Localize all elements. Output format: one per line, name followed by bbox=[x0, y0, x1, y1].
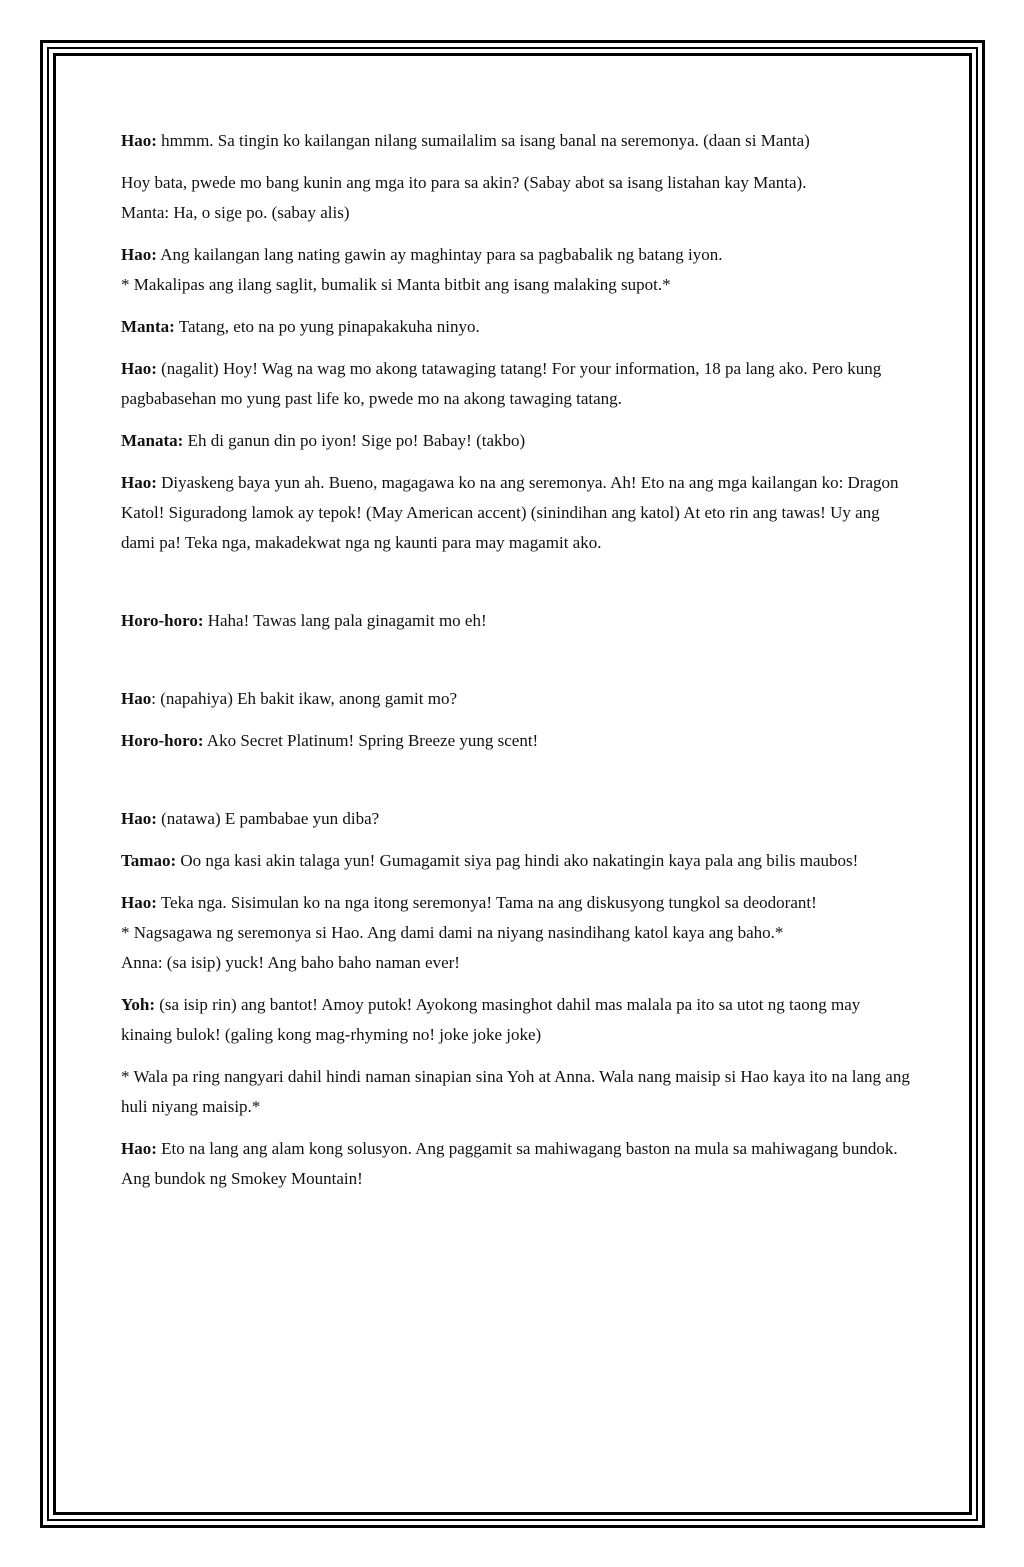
dialogue-line bbox=[121, 684, 911, 714]
dialogue-line bbox=[121, 846, 911, 876]
dialogue-line bbox=[121, 312, 911, 342]
dialogue-text: * Wala pa ring nangyari dahil hindi naman sinapian sina Yoh at Anna. Wala nang maisip si Hao kaya ito na lang ang huli niyang maisip.* bbox=[121, 1067, 910, 1116]
dialogue-line bbox=[121, 918, 911, 948]
dialogue-text: Haha! Tawas lang pala ginagamit mo eh! bbox=[203, 611, 487, 630]
dialogue-text: * Makalipas ang ilang saglit, bumalik si Manta bitbit ang isang malaking supot.* bbox=[121, 275, 671, 294]
dialogue-paragraph bbox=[121, 354, 911, 414]
dialogue-line bbox=[121, 990, 911, 1050]
speaker-name: Hao: bbox=[121, 131, 157, 150]
speaker-name: Hao: bbox=[121, 245, 157, 264]
dialogue-line bbox=[121, 804, 911, 834]
dialogue-line bbox=[121, 126, 911, 156]
dialogue-paragraph bbox=[121, 240, 911, 300]
speaker-name: Manata: bbox=[121, 431, 184, 450]
dialogue-text: Eh di ganun din po iyon! Sige po! Babay! (takbo) bbox=[183, 431, 526, 450]
dialogue-text: Eto na lang ang alam kong solusyon. Ang paggamit sa mahiwagang baston na mula sa mahiwagang bundok. Ang bundok ng Smokey Mountain! bbox=[121, 1139, 898, 1188]
dialogue-paragraph bbox=[121, 684, 911, 714]
dialogue-text: Anna: (sa isip) yuck! Ang baho baho naman ever! bbox=[121, 953, 460, 972]
speaker-name: Tamao: bbox=[121, 851, 177, 870]
speaker-name: Hao: bbox=[121, 1139, 157, 1158]
dialogue-text: Diyaskeng baya yun ah. Bueno, magagawa ko na ang seremonya. Ah! Eto na ang mga kailangan ko: Dragon Katol! Siguradong lamok ay tepok! (May American accent) (sinindihan ang katol) At eto rin ang tawas! Uy ang dami pa! Teka nga, makadekwat nga ng kaunti para may magamit ako. bbox=[121, 473, 899, 552]
dialogue-paragraph bbox=[121, 726, 911, 756]
dialogue-line bbox=[121, 468, 911, 558]
dialogue-line bbox=[121, 726, 911, 756]
speaker-name: Horo-horo: bbox=[121, 611, 204, 630]
dialogue-paragraph bbox=[121, 846, 911, 876]
dialogue-paragraph bbox=[121, 606, 911, 636]
dialogue-text: hmmm. Sa tingin ko kailangan nilang sumailalim sa isang banal na seremonya. (daan si Manta) bbox=[156, 131, 810, 150]
dialogue-paragraph bbox=[121, 126, 911, 156]
dialogue-line bbox=[121, 1134, 911, 1194]
speaker-name: Hao bbox=[121, 689, 152, 708]
dialogue-text: Hoy bata, pwede mo bang kunin ang mga ito para sa akin? (Sabay abot sa isang listahan kay Manta). bbox=[121, 173, 807, 192]
dialogue-text: (sa isip rin) ang bantot! Amoy putok! Ayokong masinghot dahil mas malala pa ito sa utot ng taong may kinaing bulok! (galing kong mag-rhyming no! joke joke joke) bbox=[121, 995, 861, 1044]
dialogue-paragraph bbox=[121, 468, 911, 558]
dialogue-line bbox=[121, 168, 911, 198]
dialogue-text: Oo nga kasi akin talaga yun! Gumagamit siya pag hindi ako nakatingin kaya pala ang bilis maubos! bbox=[176, 851, 859, 870]
speaker-name: Yoh: bbox=[121, 995, 156, 1014]
dialogue-text: (nagalit) Hoy! Wag na wag mo akong tatawaging tatang! For your information, 18 pa lang ako. Pero kung pagbabasehan mo yung past life ko, pwede mo na akong tawaging tatang. bbox=[121, 359, 882, 408]
dialogue-line bbox=[121, 354, 911, 414]
dialogue-line bbox=[121, 888, 911, 918]
dialogue-line bbox=[121, 1062, 911, 1122]
dialogue-paragraph bbox=[121, 168, 911, 228]
dialogue-line bbox=[121, 606, 911, 636]
dialogue-text: Ang kailangan lang nating gawin ay maghintay para sa pagbabalik ng batang iyon. bbox=[156, 245, 723, 264]
dialogue-paragraph bbox=[121, 888, 911, 978]
dialogue-paragraph bbox=[121, 990, 911, 1050]
dialogue-text: Teka nga. Sisimulan ko na nga itong seremonya! Tama na ang diskusyong tungkol sa deodorant! bbox=[156, 893, 817, 912]
speaker-name: Hao: bbox=[121, 359, 157, 378]
dialogue-text: Ako Secret Platinum! Spring Breeze yung scent! bbox=[203, 731, 539, 750]
script-body bbox=[121, 126, 911, 1206]
dialogue-paragraph bbox=[121, 312, 911, 342]
dialogue-paragraph bbox=[121, 1062, 911, 1122]
dialogue-line bbox=[121, 948, 911, 978]
dialogue-paragraph bbox=[121, 1134, 911, 1194]
dialogue-text: (natawa) E pambabae yun diba? bbox=[156, 809, 380, 828]
dialogue-line bbox=[121, 240, 911, 270]
dialogue-line bbox=[121, 270, 911, 300]
speaker-name: Hao: bbox=[121, 809, 157, 828]
dialogue-line bbox=[121, 198, 911, 228]
speaker-name: Horo-horo: bbox=[121, 731, 204, 750]
dialogue-text: : (napahiya) Eh bakit ikaw, anong gamit mo? bbox=[151, 689, 457, 708]
speaker-name: Hao: bbox=[121, 473, 157, 492]
speaker-name: Manta: bbox=[121, 317, 175, 336]
dialogue-text: Manta: Ha, o sige po. (sabay alis) bbox=[121, 203, 350, 222]
dialogue-line bbox=[121, 426, 911, 456]
dialogue-paragraph bbox=[121, 804, 911, 834]
speaker-name: Hao: bbox=[121, 893, 157, 912]
dialogue-paragraph bbox=[121, 426, 911, 456]
dialogue-text: * Nagsagawa ng seremonya si Hao. Ang dami dami na niyang nasindihang katol kaya ang baho.* bbox=[121, 923, 784, 942]
dialogue-text: Tatang, eto na po yung pinapakakuha ninyo. bbox=[174, 317, 480, 336]
